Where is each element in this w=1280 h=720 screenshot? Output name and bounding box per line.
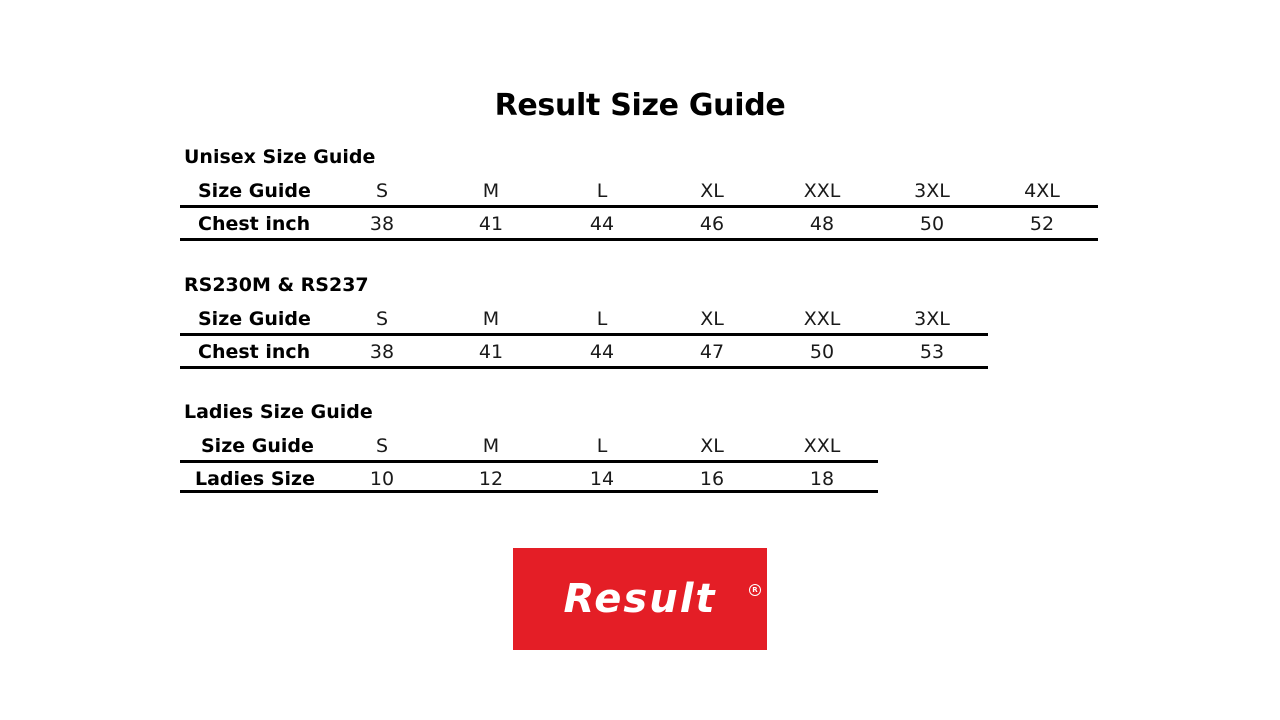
- page-title: Result Size Guide: [494, 88, 786, 123]
- size-cell: S: [375, 435, 389, 457]
- section-heading: Unisex Size Guide: [184, 146, 376, 168]
- value-cell: 53: [919, 341, 945, 363]
- table-bottom-rule: [180, 490, 878, 493]
- chest-row: [180, 208, 1100, 240]
- size-cell: XXL: [803, 435, 841, 457]
- value-cell: 38: [369, 341, 395, 363]
- value-cell: 44: [589, 341, 615, 363]
- section-heading: RS230M & RS237: [184, 274, 369, 296]
- section-heading: Ladies Size Guide: [184, 401, 373, 423]
- size-cell: XL: [700, 308, 724, 330]
- size-cell: L: [596, 180, 608, 202]
- row-label: Size Guide: [198, 180, 311, 202]
- value-cell: 14: [589, 468, 615, 490]
- value-cell: 44: [589, 213, 615, 235]
- value-cell: 50: [809, 341, 835, 363]
- size-cell: S: [375, 180, 389, 202]
- size-cell: L: [596, 308, 608, 330]
- value-cell: 48: [809, 213, 835, 235]
- row-label: Ladies Size: [195, 468, 315, 490]
- row-label: Chest inch: [198, 213, 311, 235]
- value-cell: 41: [478, 213, 504, 235]
- result-logo: [513, 548, 767, 650]
- value-cell: 52: [1029, 213, 1055, 235]
- value-cell: 38: [369, 213, 395, 235]
- size-cell: 3XL: [914, 180, 950, 202]
- size-cell: XL: [700, 435, 724, 457]
- size-header-row: [180, 175, 1100, 207]
- row-label: Size Guide: [198, 308, 311, 330]
- value-cell: 16: [699, 468, 725, 490]
- value-cell: 18: [809, 468, 835, 490]
- size-cell: L: [596, 435, 608, 457]
- value-cell: 10: [369, 468, 395, 490]
- size-cell: 4XL: [1024, 180, 1060, 202]
- table-bottom-rule: [180, 366, 988, 369]
- size-cell: XL: [700, 180, 724, 202]
- size-cell: XXL: [803, 308, 841, 330]
- size-header-row: [180, 303, 990, 335]
- size-header-row: [180, 430, 880, 462]
- row-label: Size Guide: [201, 435, 314, 457]
- size-cell: M: [482, 308, 500, 330]
- logo-wordmark: Result: [563, 576, 717, 622]
- size-cell: S: [375, 308, 389, 330]
- size-cell: M: [482, 435, 500, 457]
- size-cell: XXL: [803, 180, 841, 202]
- value-cell: 47: [699, 341, 725, 363]
- table-bottom-rule: [180, 238, 1098, 241]
- value-cell: 46: [699, 213, 725, 235]
- value-cell: 12: [478, 468, 504, 490]
- value-cell: 50: [919, 213, 945, 235]
- size-cell: M: [482, 180, 500, 202]
- value-cell: 41: [478, 341, 504, 363]
- chest-row: [180, 336, 990, 368]
- row-label: Chest inch: [198, 341, 311, 363]
- size-cell: 3XL: [914, 308, 950, 330]
- registered-mark-icon: R: [749, 584, 761, 596]
